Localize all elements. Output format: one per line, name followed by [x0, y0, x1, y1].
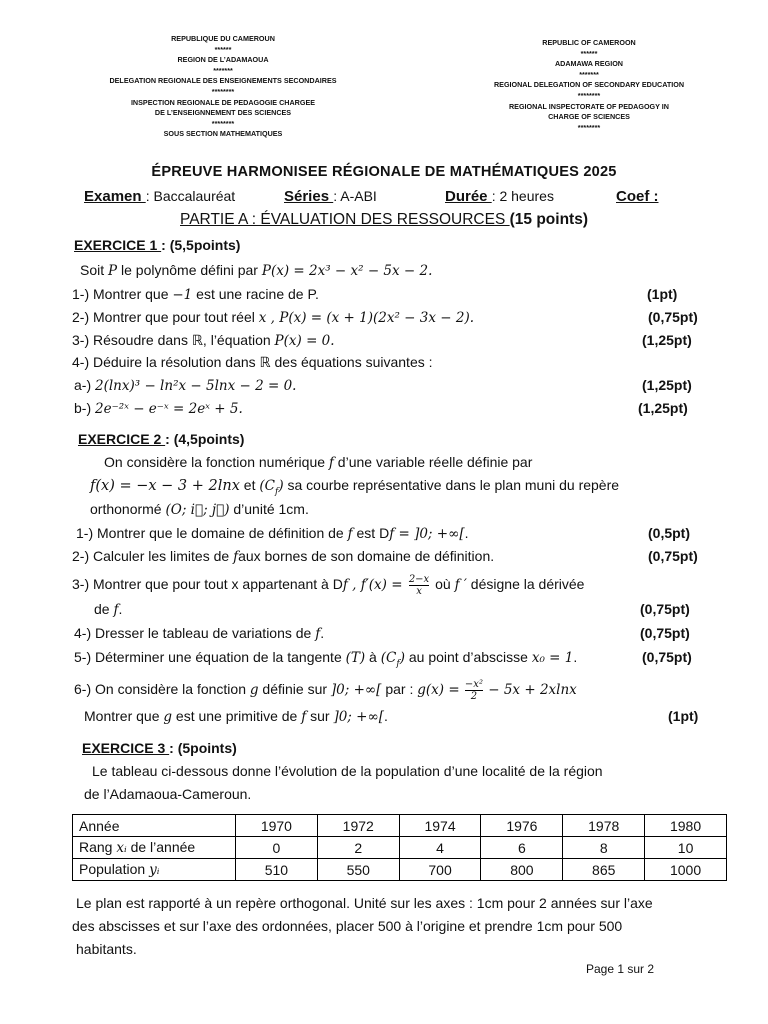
ex2-q3b: de f. — [94, 601, 123, 618]
partie-points: (15 points) — [509, 211, 588, 228]
ex2-q2: 2-) Calculer les limites de faux bornes de son domaine de définition. — [72, 548, 495, 565]
table-cell: 0 — [236, 837, 318, 859]
header-right-line: ******** — [577, 90, 601, 100]
header-left-line: DELEGATION REGIONALE DES ENSEIGNEMENTS SECONDAIRES — [109, 76, 337, 86]
table-cell: 4 — [399, 837, 481, 859]
table-cell: 1976 — [481, 815, 563, 837]
exercise-3-title: EXERCICE 3 : (5points) — [82, 740, 237, 756]
header-left-line: ******* — [213, 65, 233, 75]
header-left — [88, 34, 358, 140]
ex1-qb: b-) 2e⁻²ˣ − e⁻ˣ = 2eˣ + 5. — [74, 400, 243, 417]
ex1-qa-points: (1,25pt) — [642, 377, 692, 393]
table-cell: 1980 — [645, 815, 727, 837]
table-cell: 2 — [317, 837, 399, 859]
header-right-line: REGIONAL INSPECTORATE OF PEDAGOGY IN — [508, 101, 669, 111]
ex1-q1-points: (1pt) — [647, 286, 678, 302]
ex1-q3: 3-) Résoudre dans ℝ, l’équation P(x) = 0. — [72, 332, 335, 349]
table-cell: 1974 — [399, 815, 481, 837]
table-cell: Population yᵢ — [73, 859, 236, 881]
header-left-line: ****** — [214, 44, 232, 54]
primitive-fraction: $\frac{\text{−x²}}{2}$ — [464, 679, 483, 702]
table-cell: 550 — [317, 859, 399, 881]
ex2-q4: 4-) Dresser le tableau de variations de f. — [74, 625, 325, 642]
table-cell: 8 — [563, 837, 645, 859]
ex2-intro2: f(x) = −x − 3 + 2lnx et $(C_f)$ sa courbe représentative dans le plan muni du repère — [90, 477, 620, 497]
table-cell: 1970 — [236, 815, 318, 837]
table-row — [73, 815, 727, 837]
table-cell: 800 — [481, 859, 563, 881]
ex1-q2-points: (0,75pt) — [648, 309, 698, 325]
ex2-q4-points: (0,75pt) — [640, 625, 690, 641]
ex2-q6-points: (1pt) — [668, 708, 699, 724]
ex2-q3-points: (0,75pt) — [640, 601, 690, 617]
header-left-line: REGION DE L’ADAMAOUA — [177, 55, 269, 65]
ex2-q5: 5-) Déterminer une équation de la tangente (T) à $(C_f)$ au point d’abscisse x₀ = 1. — [74, 649, 578, 669]
header-right-line: CHARGE OF SCIENCES — [548, 112, 630, 122]
header-left-line: ******** — [211, 118, 235, 128]
table-cell: 700 — [399, 859, 481, 881]
header-left-line: ******** — [211, 86, 235, 96]
header-left-line: DE L’ENSEIGNNEMENT DES SCIENCES — [154, 108, 292, 118]
ex2-q3: 3-) Montrer que pour tout x appartenant à Df , f′(x) = $\frac{2-x}{x}$ où f ′ désigne la dérivée — [72, 574, 585, 597]
ex2-q1-points: (0,5pt) — [648, 525, 690, 541]
table-cell: 10 — [645, 837, 727, 859]
ex1-q3-points: (1,25pt) — [642, 332, 692, 348]
header-left-line: REPUBLIQUE DU CAMEROUN — [171, 34, 275, 43]
table-cell: 865 — [563, 859, 645, 881]
table-cell: 1972 — [317, 815, 399, 837]
header-left-line: SOUS SECTION MATHEMATIQUES — [163, 129, 283, 139]
header-right-line: ****** — [580, 48, 598, 58]
ex3-outro1: Le plan est rapporté à un repère orthogonal. Unité sur les axes : 1cm pour 2 années sur l’axe — [76, 895, 653, 911]
header-right-line: ADAMAWA REGION — [554, 59, 623, 69]
ex3-intro2: de l’Adamaoua-Cameroun. — [84, 786, 252, 802]
ex1-qa: a-) 2(lnx)³ − ln²x − 5lnx − 2 = 0. — [74, 377, 297, 394]
exercise-2-title: EXERCICE 2 : (4,5points) — [78, 431, 245, 447]
ex1-q4: 4-) Déduire la résolution dans ℝ des équations suivantes : — [72, 354, 433, 370]
table-cell: 6 — [481, 837, 563, 859]
table-row — [73, 837, 727, 859]
header-right — [465, 38, 713, 133]
ex2-intro1: On considère la fonction numérique f d’une variable réelle définie par — [104, 454, 533, 471]
ex3-intro1: Le tableau ci-dessous donne l’évolution de la population d’une localité de la région — [92, 763, 603, 779]
header-left-line: INSPECTION REGIONALE DE PEDAGOGIE CHARGEE — [130, 97, 316, 107]
ex1-qb-points: (1,25pt) — [638, 400, 688, 416]
ex3-outro2: des abscisses et sur l’axe des ordonnées, placer 500 à l’origine et prendre 1cm pour 500 — [72, 918, 623, 934]
exam-series: Séries : A-ABI — [284, 188, 377, 205]
partie-heading — [0, 211, 768, 229]
header-right-line: REGIONAL DELEGATION OF SECONDARY EDUCATION — [493, 80, 685, 90]
table-cell: 1000 — [645, 859, 727, 881]
ex1-q2: 2-) Montrer que pour tout réel x , P(x) = (x + 1)(2x² − 3x − 2). — [72, 309, 475, 326]
table-cell: 510 — [236, 859, 318, 881]
ex2-q6b: Montrer que g est une primitive de f sur ]0; +∞[. — [84, 708, 388, 725]
derivative-fraction: $\frac{2-x}{x}$ — [408, 574, 430, 597]
exam-title: ÉPREUVE HARMONISEE RÉGIONALE DE MATHÉMATIQUES 2025 — [151, 164, 617, 180]
ex2-q6: 6-) On considère la fonction g définie sur ]0; +∞[ par : g(x) = $\frac{\text{−x²}}{2}$ − 5x + 2xlnx — [74, 679, 577, 702]
table-cell: Rang xᵢ de l’année — [73, 837, 236, 859]
page-number: Page 1 sur 2 — [586, 962, 655, 976]
table-row — [73, 859, 727, 881]
exam-duration: Durée : 2 heures — [445, 188, 554, 205]
partie-title: PARTIE A : ÉVALUATION DES RESSOURCES — [180, 211, 510, 228]
population-table — [72, 814, 727, 881]
ex3-outro3: habitants. — [76, 941, 137, 957]
ex2-intro3: orthonormé (O; i⃗; j⃗) d’unité 1cm. — [90, 501, 309, 518]
header-right-line: ******** — [577, 122, 601, 132]
table-cell: 1978 — [563, 815, 645, 837]
ex1-q1: 1-) Montrer que −1 est une racine de P. — [72, 286, 319, 303]
exercise-1-title: EXERCICE 1 : (5,5points) — [74, 237, 241, 253]
ex2-q5-points: (0,75pt) — [642, 649, 692, 665]
header-right-line: REPUBLIC OF CAMEROON — [542, 38, 636, 47]
ex1-intro: Soit P le polynôme défini par P(x) = 2x³ − x² − 5x − 2. — [80, 262, 433, 279]
header-right-line: ******* — [579, 69, 599, 79]
table-cell: Année — [73, 815, 236, 837]
ex2-q1: 1-) Montrer que le domaine de définition de f est Df = ]0; +∞[. — [76, 525, 469, 542]
exam-coef: Coef : — [616, 188, 659, 205]
ex2-q2-points: (0,75pt) — [648, 548, 698, 564]
exam-type: Examen : Baccalauréat — [84, 188, 236, 205]
